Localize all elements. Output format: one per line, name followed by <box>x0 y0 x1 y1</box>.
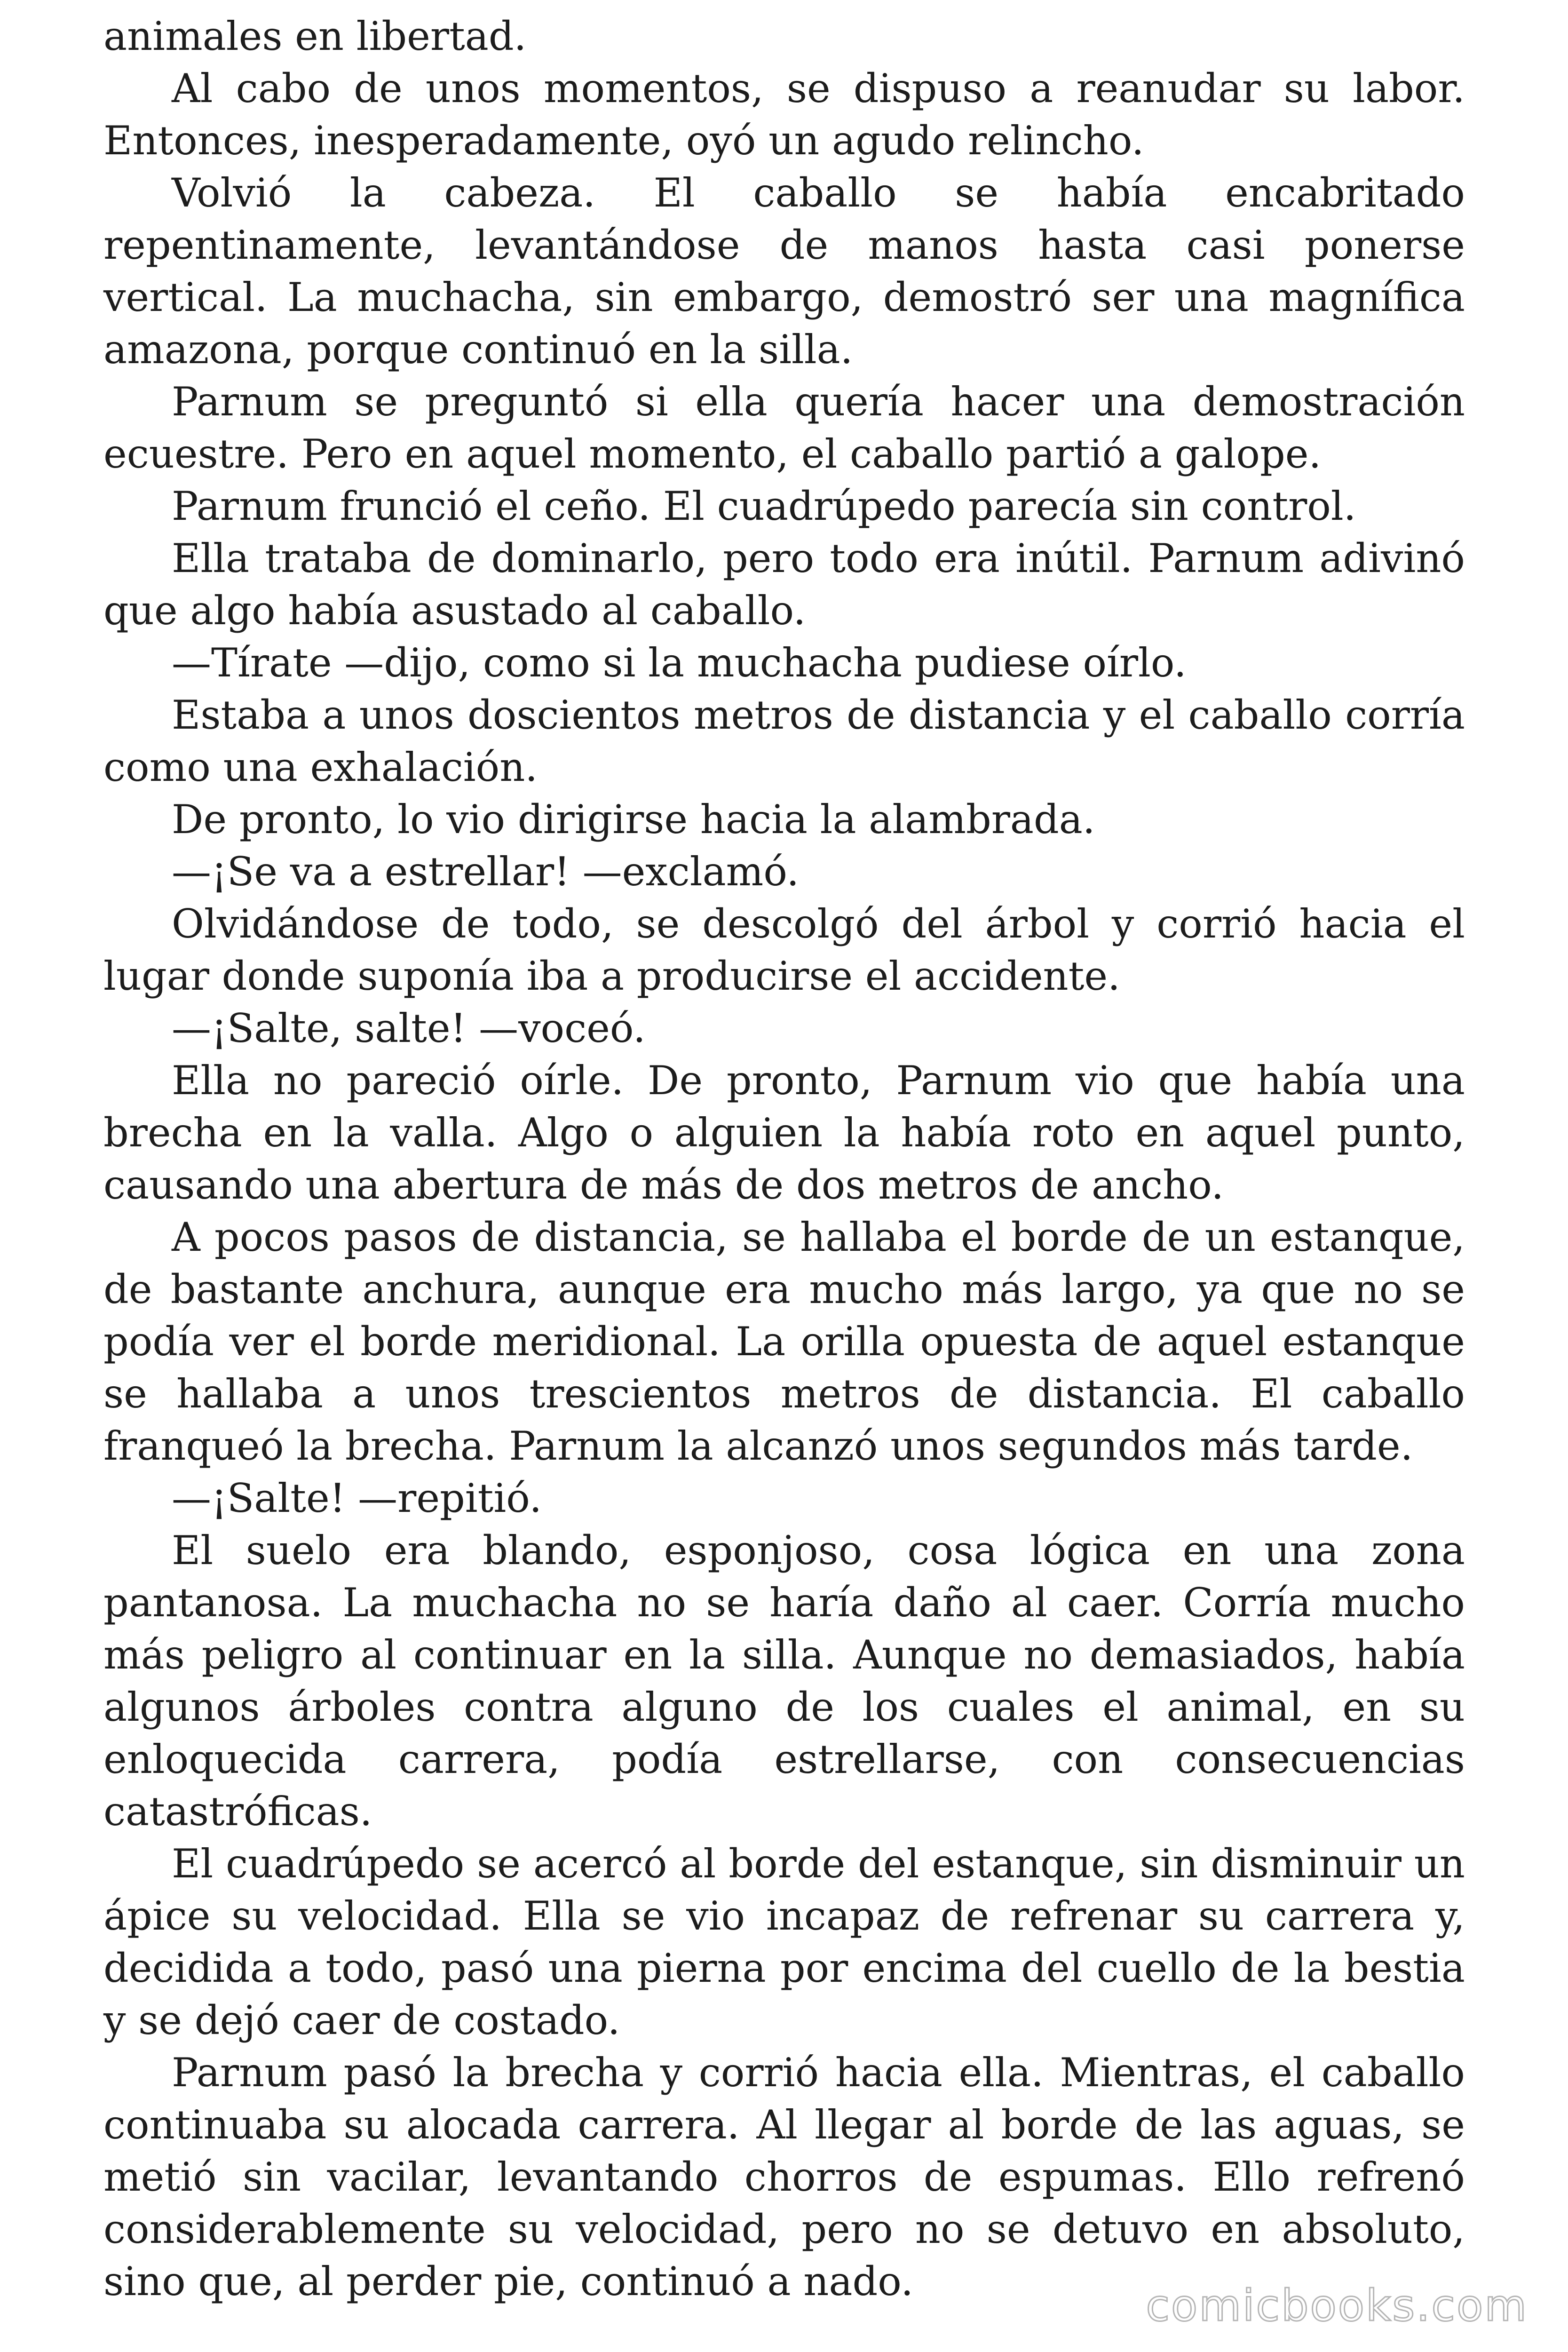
paragraph: —¡Salte! —repitió. <box>172 1475 542 1521</box>
paragraph: —¡Salte, salte! —voceó. <box>172 1005 646 1051</box>
paragraph: El suelo era blando, esponjoso, cosa lógica en una zona pantanosa. La muchacha no se haría daño al caer. Corría mucho más peligro al continuar en la silla. Aunque no demasiados, había algunos árboles contra alguno de los cuales el animal, en su enloquecida carrera, podía estrellarse, con consecuencias catastróficas. <box>103 1527 1465 1835</box>
paragraph: animales en libertad. <box>103 13 527 59</box>
paragraph: Parnum pasó la brecha y corrió hacia ella. Mientras, el caballo continuaba su alocada carrera. Al llegar al borde de las aguas, se metió sin vacilar, levantando chorros de espumas. Ello refrenó considerablemente su velocidad, pero no se detuvo en absoluto, sino que, al perder pie, continuó a nado. <box>103 2050 1465 2304</box>
paragraph: Parnum se preguntó si ella quería hacer una demostración ecuestre. Pero en aquel momento, el caballo partió a galope. <box>103 379 1465 477</box>
paragraph: Ella no pareció oírle. De pronto, Parnum vio que había una brecha en la valla. Algo o alguien la había roto en aquel punto, causando una abertura de más de dos metros de ancho. <box>103 1057 1465 1208</box>
paragraph: A pocos pasos de distancia, se hallaba el borde de un estanque, de bastante anchura, aunque era mucho más largo, ya que no se podía ver el borde meridional. La orilla opuesta de aquel estanque se hallaba a unos trescientos metros de distancia. El caballo franqueó la brecha. Parnum la alcanzó unos segundos más tarde. <box>103 1214 1465 1469</box>
paragraph: Volvió la cabeza. El caballo se había encabritado repentinamente, levantándose de manos hasta casi ponerse vertical. La muchacha, sin embargo, demostró ser una magnífica amazona, porque continuó en la silla. <box>103 170 1465 373</box>
paragraph: Al cabo de unos momentos, se dispuso a reanudar su labor. Entonces, inesperadamente, oyó un agudo relincho. <box>103 65 1465 164</box>
paragraph: Estaba a unos doscientos metros de distancia y el caballo corría como una exhalación. <box>103 692 1465 790</box>
paragraph: —¡Se va a estrellar! —exclamó. <box>172 849 800 895</box>
paragraph: Ella trataba de dominarlo, pero todo era inútil. Parnum adivinó que algo había asustado al caballo. <box>103 535 1465 634</box>
paragraph: De pronto, lo vio dirigirse hacia la alambrada. <box>172 796 1095 842</box>
paragraph: Parnum frunció el ceño. El cuadrúpedo parecía sin control. <box>172 483 1356 529</box>
paragraph: El cuadrúpedo se acercó al borde del estanque, sin disminuir un ápice su velocidad. Ella se vio incapaz de refrenar su carrera y, decidida a todo, pasó una pierna por encima del cuello de la bestia y se dejó caer de costado. <box>103 1841 1465 2043</box>
paragraph: —Tírate —dijo, como si la muchacha pudiese oírlo. <box>172 640 1187 686</box>
watermark: comicbooks.com <box>1146 2280 1528 2331</box>
paragraph: Olvidándose de todo, se descolgó del árbol y corrió hacia el lugar donde suponía iba a producirse el accidente. <box>103 901 1465 999</box>
book-page-text <box>103 10 1465 2308</box>
